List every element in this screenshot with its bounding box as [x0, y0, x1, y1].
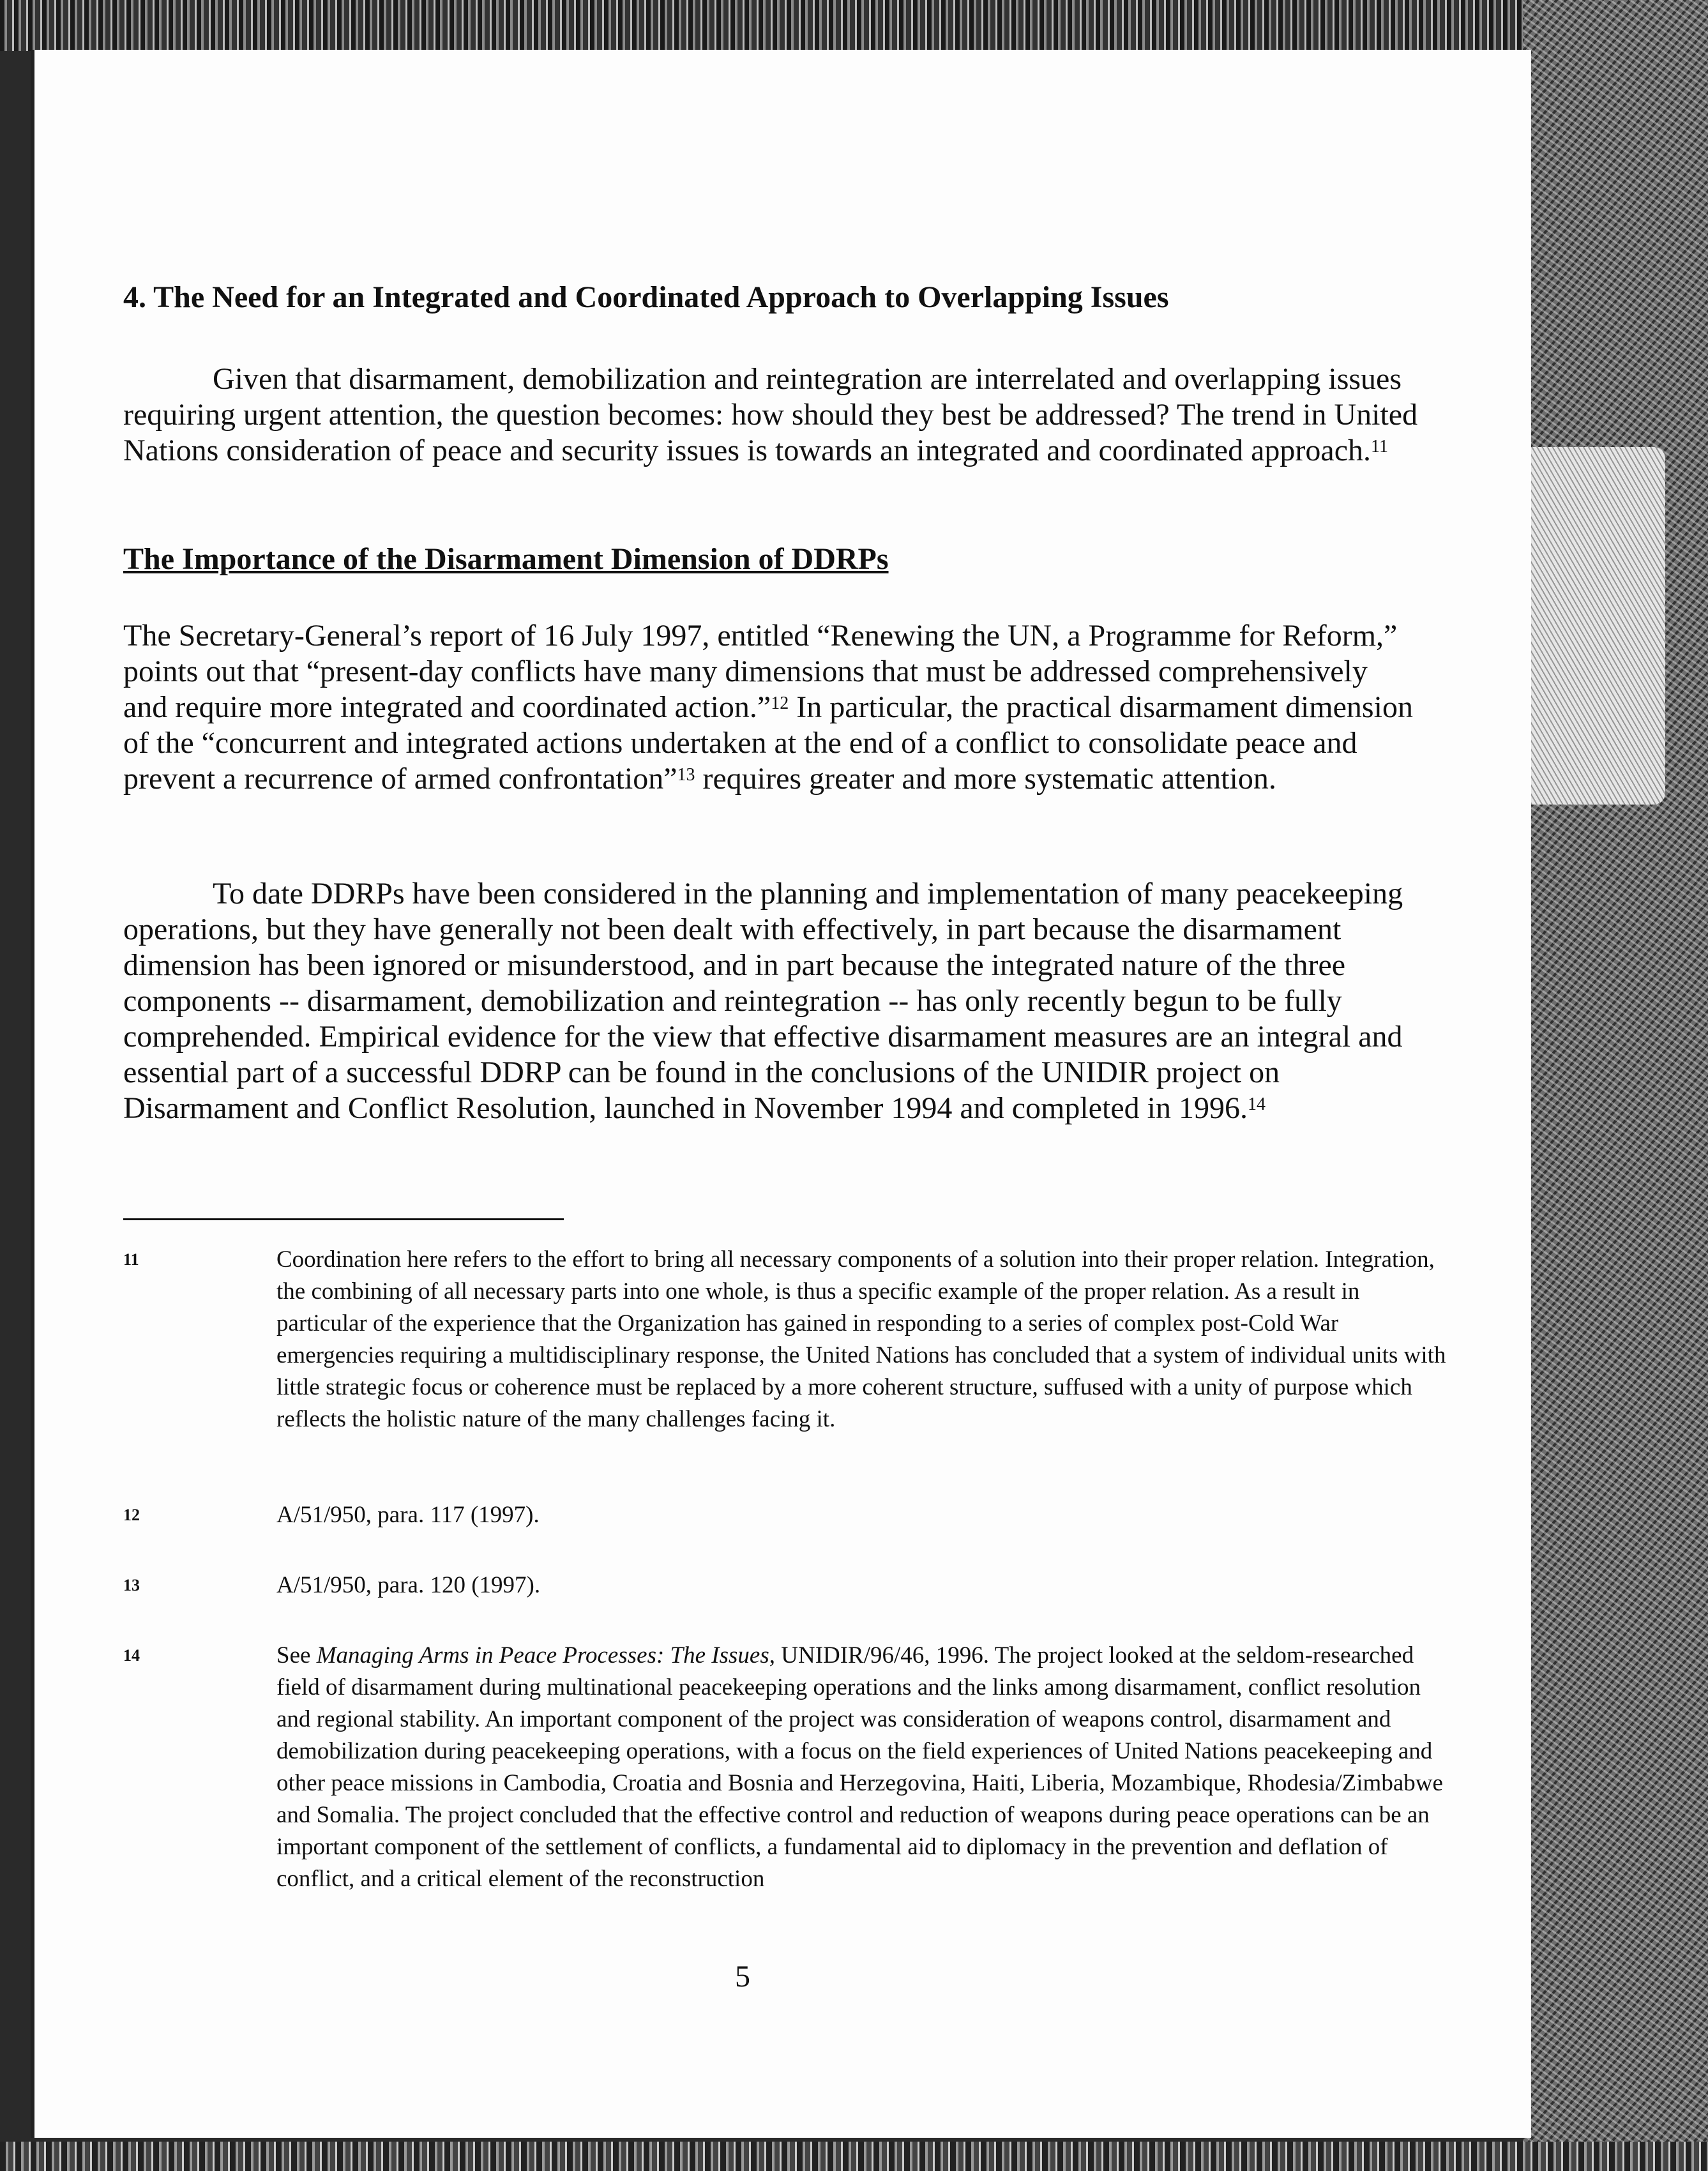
- subsection-heading: The Importance of the Disarmament Dimension of DDRPs: [123, 542, 889, 576]
- footnote-cited-title: Managing Arms in Peace Processes: The Issues: [316, 1642, 769, 1668]
- paragraph-1-text: Given that disarmament, demobilization and reintegration are interrelated and overlapping issues requiring urgent attention, the question becomes: how should they best be addressed? The trend in United Nations consideration of peace and security issues is towards an integrated and coordinated approach.: [123, 362, 1418, 467]
- document-page: [31, 50, 1531, 2138]
- footnote-number: 12: [123, 1506, 140, 1524]
- footnote-ref-11: 11: [1371, 437, 1388, 457]
- scan-edge-right: [1523, 0, 1708, 2171]
- footnote-text: Coordination here refers to the effort to bring all necessary components of a solution into their proper relation. Integration, the combining of all necessary parts into one whole, is thus a specific example of the proper relation. As a result in particular of the experience that the Organization has gained in responding to a series of complex post-Cold War emergencies requiring a multidisciplinary response, the United Nations has concluded that a system of individual units with little strategic focus or coherence must be replaced by a more coherent structure, suffused with a unity of purpose which reflects the holistic nature of the many challenges facing it.: [276, 1246, 1446, 1432]
- footnote-separator: [123, 1218, 564, 1220]
- page-number: 5: [735, 1960, 750, 1993]
- scan-edge-top: [0, 0, 1708, 51]
- footnote-ref-12: 12: [771, 693, 789, 713]
- paragraph-2: [123, 618, 1419, 797]
- footnote-number: 13: [123, 1576, 140, 1594]
- footnote-text-prefix: See: [276, 1642, 317, 1668]
- footnote-text: [276, 1640, 1451, 1895]
- footnote-text: A/51/950, para. 117 (1997).: [276, 1502, 540, 1528]
- footnote-number: 14: [123, 1646, 140, 1665]
- binder-tab: [1531, 447, 1665, 805]
- footnote-ref-14: 14: [1247, 1094, 1266, 1114]
- footnote-text-body: , UNIDIR/96/46, 1996. The project looked at the seldom-researched field of disarmament during multinational peacekeeping operations and the links among disarmament, conflict resolution and regional stability. An important component of the project was consideration of weapons control, disarmament and demobilization during peacekeeping operations, with a focus on the field experiences of United Nations peacekeeping and other peace missions in Cambodia, Croatia and Bosnia and Herzegovina, Haiti, Liberia, Mozambique, Rhodesia/Zimbabwe and Somalia. The project concluded that the effective control and reduction of weapons during peace operations can be an important component of the settlement of conflicts, a fundamental aid to diplomacy in the prevention and deflation of conflict, and a critical element of the reconstruction: [276, 1642, 1443, 1892]
- paragraph-3-text: To date DDRPs have been considered in the planning and implementation of many peacekeeping operations, but they have generally not been dealt with effectively, in part because the disarmament dimension has been ignored or misunderstood, and in part because the integrated nature of the three components -- disarmament, demobilization and reintegration -- has only recently begun to be fully comprehended. Empirical evidence for the view that effective disarmament measures are an integral and essential part of a successful DDRP can be found in the conclusions of the UNIDIR project on Disarmament and Conflict Resolution, launched in November 1994 and completed in 1996.: [123, 877, 1403, 1125]
- paragraph-3: [123, 876, 1419, 1126]
- paragraph-2-text-a: The Secretary-General’s report of 16 July 1997, entitled “Renewing the UN, a Programme for Reform,” points out that “present-day conflicts have many dimensions that must be addressed comprehensively and require more integrated and coordinated action.”: [123, 619, 1398, 724]
- footnote-ref-13: 13: [677, 765, 695, 785]
- paragraph-1: [123, 361, 1419, 469]
- paragraph-2-text-b: In particular, the practical disarmament dimension of the “concurrent and integrated actions undertaken at the end of a conflict to consolidate peace and prevent a recurrence of armed confrontation”: [123, 690, 1413, 796]
- paragraph-2-text-c: requires greater and more systematic attention.: [695, 762, 1276, 796]
- footnote-text: A/51/950, para. 120 (1997).: [276, 1572, 541, 1598]
- section-heading: 4. The Need for an Integrated and Coordinated Approach to Overlapping Issues: [123, 280, 1169, 314]
- scan-edge-bottom: [0, 2142, 1708, 2171]
- footnote-number: 11: [123, 1250, 139, 1269]
